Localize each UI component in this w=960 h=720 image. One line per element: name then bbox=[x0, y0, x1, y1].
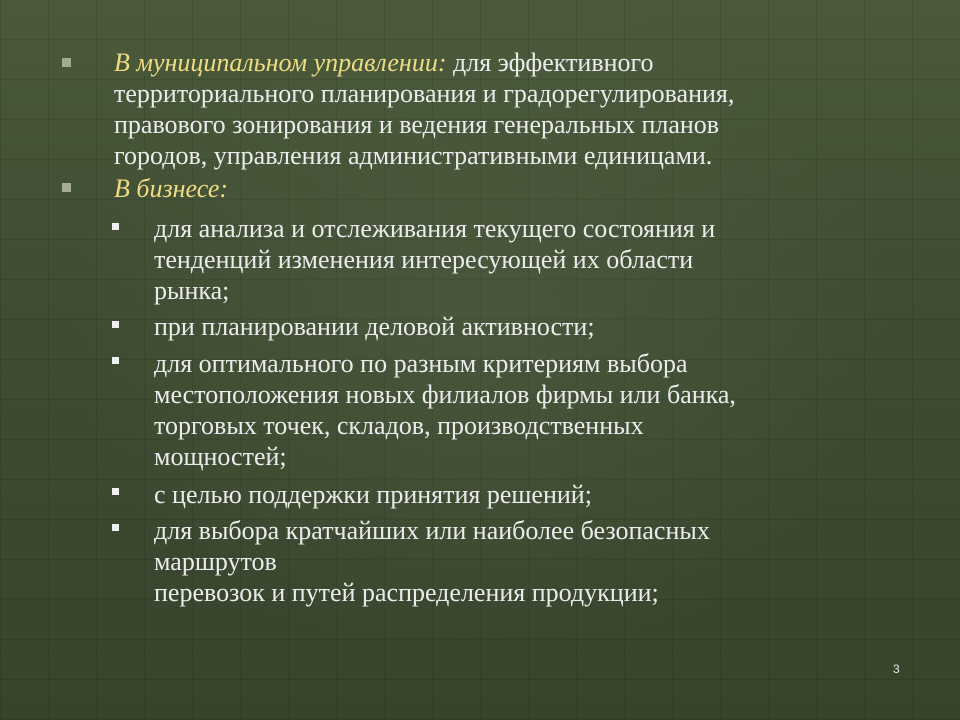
subitem-line: мощностей; bbox=[154, 442, 287, 471]
sub-bullet-square-icon bbox=[112, 524, 119, 531]
item-line: правового зонирования и ведения генеральных планов bbox=[114, 110, 720, 139]
item-lead-business: В бизнесе: bbox=[114, 174, 229, 203]
bullet-square-icon bbox=[62, 183, 71, 192]
item-line: территориального планирования и градорегулирования, bbox=[114, 79, 735, 108]
subitem-line: для оптимального по разным критериям выбора bbox=[154, 349, 688, 378]
page-number: 3 bbox=[893, 662, 900, 676]
subitem-line: для анализа и отслеживания текущего состояния и bbox=[154, 214, 716, 243]
item-text: для эффективного bbox=[453, 48, 654, 77]
subitem-line: маршрутов bbox=[154, 547, 277, 576]
subitem-line: торговых точек, складов, производственных bbox=[154, 411, 644, 440]
subitem-line: для выбора кратчайших или наиболее безопасных bbox=[154, 516, 710, 545]
sub-bullet-square-icon bbox=[112, 488, 119, 495]
subitem-line: местоположения новых филиалов фирмы или банка, bbox=[154, 380, 736, 409]
item-line: городов, управления административными единицами. bbox=[114, 141, 713, 170]
item-line bbox=[114, 48, 654, 78]
subitem-line: тенденций изменения интересующей их области bbox=[154, 245, 694, 274]
subitem-line: с целью поддержки принятия решений; bbox=[154, 480, 592, 509]
sub-bullet-square-icon bbox=[112, 321, 119, 328]
bullet-square-icon bbox=[62, 58, 71, 67]
subitem-line: рынка; bbox=[154, 276, 230, 305]
sub-bullet-square-icon bbox=[112, 223, 119, 230]
sub-bullet-square-icon bbox=[112, 357, 119, 364]
subitem-line: перевозок и путей распределения продукции; bbox=[154, 578, 659, 607]
item-lead-municipal: В муниципальном управлении: bbox=[114, 48, 447, 77]
subitem-line: при планировании деловой активности; bbox=[154, 312, 595, 341]
